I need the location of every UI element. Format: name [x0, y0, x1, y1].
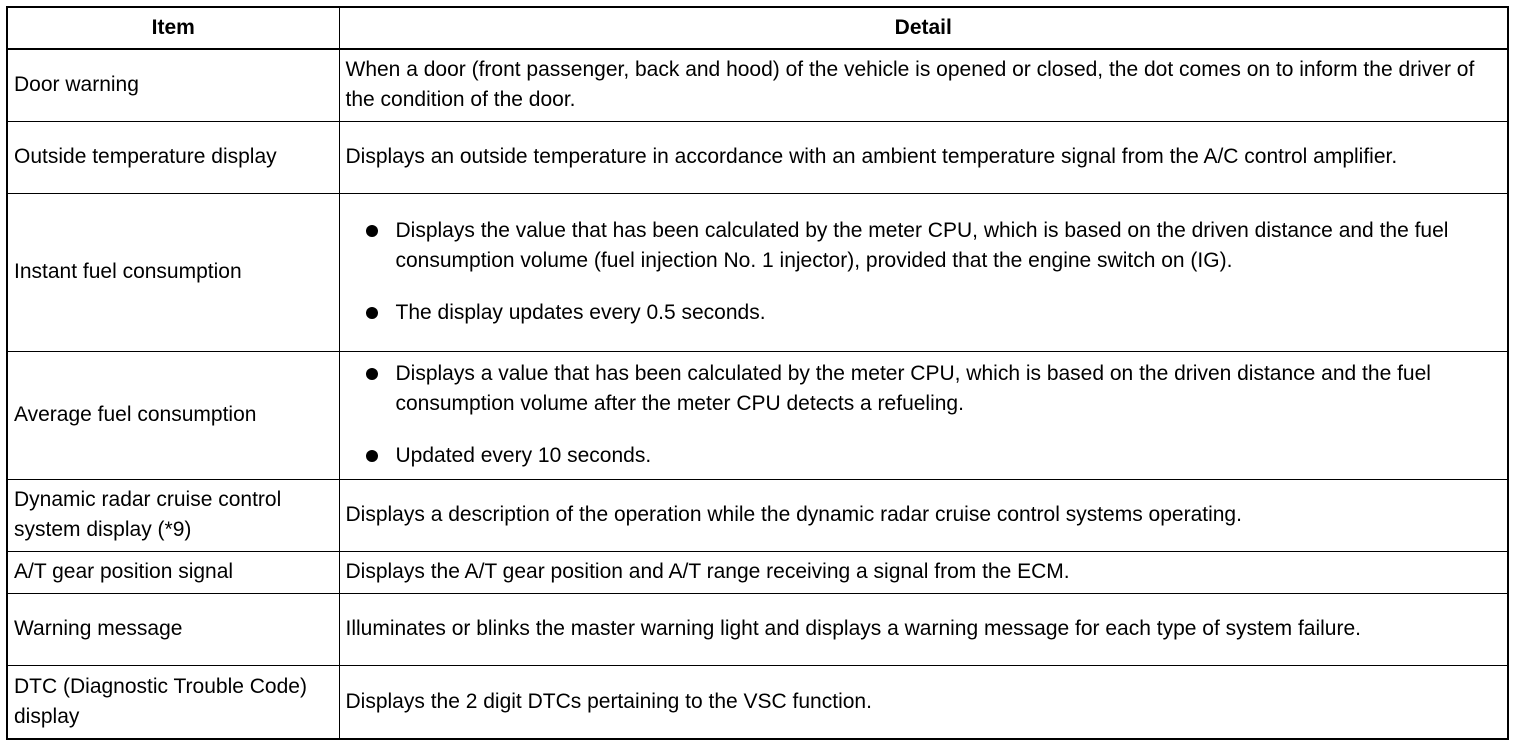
header-item: Item — [7, 7, 339, 49]
table-row — [7, 49, 1508, 121]
item-cell: Door warning — [7, 49, 339, 121]
bullet-dot-icon — [366, 450, 378, 462]
table-row — [7, 351, 1508, 479]
detail-cell: When a door (front passenger, back and hood) of the vehicle is opened or closed, the dot comes on to inform the driver of the condition of the door. — [339, 49, 1508, 121]
header-row — [7, 7, 1508, 49]
function-table — [6, 6, 1509, 740]
detail-cell: Displays the A/T gear position and A/T range receiving a signal from the ECM. — [339, 551, 1508, 593]
bullet-dot-icon — [366, 225, 378, 237]
bullet-item — [396, 441, 1502, 471]
bullet-text: Displays a value that has been calculated by the meter CPU, which is based on the driven distance and the fuel consumption volume after the meter CPU detects a refueling. — [395, 362, 1431, 415]
bullet-text: Displays the value that has been calculated by the meter CPU, which is based on the driven distance and the fuel consumption volume (fuel injection No. 1 injector), provided that the engine switch on (IG). — [395, 219, 1449, 272]
detail-cell — [339, 193, 1508, 351]
item-cell: Outside temperature display — [7, 121, 339, 193]
bullet-item — [396, 298, 1502, 328]
table-row — [7, 593, 1508, 665]
detail-cell — [339, 351, 1508, 479]
item-cell: Dynamic radar cruise control system display (*9) — [7, 479, 339, 551]
item-cell: Average fuel consumption — [7, 351, 339, 479]
item-cell: Warning message — [7, 593, 339, 665]
bullet-text: Updated every 10 seconds. — [395, 444, 652, 467]
table-row — [7, 121, 1508, 193]
header-detail: Detail — [339, 7, 1508, 49]
table-row — [7, 551, 1508, 593]
table-row — [7, 479, 1508, 551]
bullet-text: The display updates every 0.5 seconds. — [395, 301, 766, 324]
bullet-item — [396, 216, 1502, 276]
detail-cell: Displays the 2 digit DTCs pertaining to the VSC function. — [339, 665, 1508, 739]
item-cell: DTC (Diagnostic Trouble Code) display — [7, 665, 339, 739]
bullet-item — [396, 359, 1502, 419]
bullet-dot-icon — [366, 307, 378, 319]
item-cell: A/T gear position signal — [7, 551, 339, 593]
bullet-list — [346, 216, 1502, 328]
table-row — [7, 665, 1508, 739]
detail-cell: Illuminates or blinks the master warning light and displays a warning message for each type of system failure. — [339, 593, 1508, 665]
table-row — [7, 193, 1508, 351]
detail-cell: Displays an outside temperature in accordance with an ambient temperature signal from the A/C control amplifier. — [339, 121, 1508, 193]
detail-cell: Displays a description of the operation while the dynamic radar cruise control systems operating. — [339, 479, 1508, 551]
bullet-dot-icon — [366, 368, 378, 380]
bullet-list — [346, 359, 1502, 471]
item-cell: Instant fuel consumption — [7, 193, 339, 351]
